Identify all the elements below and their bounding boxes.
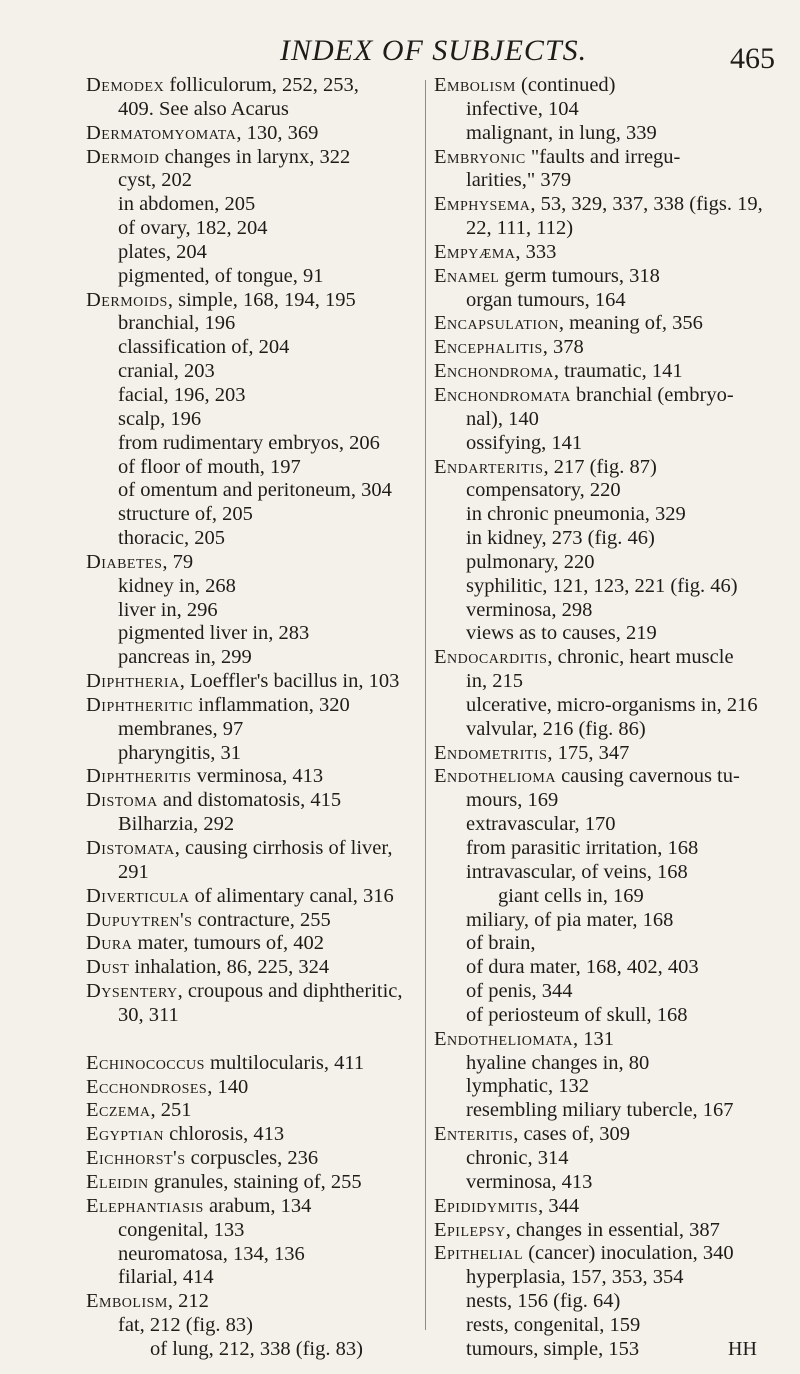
index-entry: Eichhorst's corpuscles, 236	[86, 1147, 319, 1170]
index-entry: miliary, of pia mater, 168	[466, 908, 674, 931]
index-entry: of ovary, 182, 204	[118, 217, 268, 240]
index-entry: Dust inhalation, 86, 225, 324	[86, 956, 330, 979]
index-entry: of dura mater, 168, 402, 403	[466, 956, 699, 979]
index-entry: Emphysema, 53, 329, 337, 338 (figs. 19,	[434, 193, 763, 216]
index-entry: liver in, 296	[118, 598, 218, 621]
index-entry: structure of, 205	[118, 503, 253, 526]
index-column-left	[86, 74, 418, 1362]
index-entry: ossifying, 141	[466, 431, 583, 454]
index-entry: branchial, 196	[118, 312, 236, 335]
index-entry: intravascular, of veins, 168	[466, 860, 688, 883]
index-entry: giant cells in, 169	[498, 884, 644, 907]
index-entry: tumours, simple, 153	[466, 1337, 640, 1360]
index-entry: Embryonic "faults and irregu-	[434, 145, 681, 168]
index-entry: Dura mater, tumours of, 402	[86, 932, 324, 955]
index-entry: of periosteum of skull, 168	[466, 1003, 688, 1026]
index-entry: of floor of mouth, 197	[118, 455, 301, 478]
running-title: INDEX OF SUBJECTS.	[280, 34, 588, 67]
index-entry: Enteritis, cases of, 309	[434, 1123, 630, 1146]
index-entry: Egyptian chlorosis, 413	[86, 1123, 285, 1146]
index-entry: nests, 156 (fig. 64)	[466, 1290, 621, 1313]
index-entry: 22, 111, 112)	[466, 217, 574, 240]
index-entry: Embolism, 212	[86, 1290, 209, 1313]
index-entry: Distoma and distomatosis, 415	[86, 789, 342, 812]
index-entry: cranial, 203	[118, 360, 215, 383]
index-entry: Endarteritis, 217 (fig. 87)	[434, 455, 657, 478]
index-entry: pigmented liver in, 283	[118, 622, 310, 645]
index-entry: Dermoids, simple, 168, 194, 195	[86, 288, 356, 311]
index-entry: Eleidin granules, staining of, 255	[86, 1170, 362, 1193]
index-entry: in kidney, 273 (fig. 46)	[466, 527, 655, 550]
index-entry: kidney in, 268	[118, 574, 236, 597]
index-entry: in chronic pneumonia, 329	[466, 503, 686, 526]
index-entry: Echinococcus multilocularis, 411	[86, 1051, 365, 1074]
index-entry: in, 215	[466, 670, 523, 693]
index-entry: resembling miliary tubercle, 167	[466, 1099, 734, 1122]
index-entry: facial, 196, 203	[118, 383, 246, 406]
page-header	[0, 14, 800, 74]
index-entry: 409. See also Acarus	[118, 97, 289, 120]
index-entry: Elephantiasis arabum, 134	[86, 1194, 312, 1217]
index-entry: Embolism (continued)	[434, 74, 616, 96]
page-number: 465	[730, 42, 775, 75]
index-entry: hyperplasia, 157, 353, 354	[466, 1266, 684, 1289]
index-entry: cyst, 202	[118, 169, 193, 192]
index-entry: from parasitic irritation, 168	[466, 837, 699, 859]
index-column-right	[434, 74, 774, 1362]
index-entry: membranes, 97	[118, 717, 244, 740]
index-entry: views as to causes, 219	[466, 622, 657, 645]
index-entry: pulmonary, 220	[466, 550, 595, 573]
index-entry: larities," 379	[466, 169, 572, 192]
index-entry: Dermatomyomata, 130, 369	[86, 121, 319, 144]
index-entry: 30, 311	[118, 1003, 179, 1026]
index-entry: of omentum and peritoneum, 304	[118, 479, 392, 502]
index-entry: infective, 104	[466, 97, 579, 120]
index-entry: fat, 212 (fig. 83)	[118, 1314, 253, 1337]
index-entry: Epithelial (cancer) inoculation, 340	[434, 1242, 734, 1265]
index-entry: Endometritis, 175, 347	[434, 741, 630, 764]
index-entry: Enchondroma, traumatic, 141	[434, 360, 683, 383]
index-entry: classification of, 204	[118, 336, 290, 359]
index-entry: Dysentery, croupous and diphtheritic,	[86, 980, 403, 1003]
index-entry: verminosa, 298	[466, 598, 593, 621]
signature-mark: HH	[728, 1338, 757, 1360]
index-entry: ulcerative, micro-organisms in, 216	[466, 693, 758, 716]
index-entry: of lung, 212, 338 (fig. 83)	[150, 1337, 363, 1360]
index-entry: Eczema, 251	[86, 1099, 192, 1122]
index-entry: Distomata, causing cirrhosis of liver,	[86, 837, 393, 859]
index-entry: Encapsulation, meaning of, 356	[434, 312, 703, 335]
index-entry: congenital, 133	[118, 1218, 245, 1241]
index-entry: Bilharzia, 292	[118, 813, 235, 836]
index-entry: Empyæma, 333	[434, 240, 557, 263]
index-entry: chronic, 314	[466, 1146, 569, 1169]
index-entry: Diabetes, 79	[86, 550, 194, 573]
index-entry: pancreas in, 299	[118, 646, 252, 669]
index-entry: Endocarditis, chronic, heart muscle	[434, 646, 734, 669]
index-entry: Enamel germ tumours, 318	[434, 264, 660, 287]
index-entry: 291	[118, 860, 149, 883]
index-entry: nal), 140	[466, 407, 539, 430]
index-entry: compensatory, 220	[466, 479, 621, 502]
index-entry: organ tumours, 164	[466, 288, 626, 311]
index-entry: pigmented, of tongue, 91	[118, 264, 324, 287]
index-entry: extravascular, 170	[466, 813, 616, 836]
index-entry: filarial, 414	[118, 1266, 214, 1289]
index-entry: scalp, 196	[118, 407, 202, 430]
index-entry: lymphatic, 132	[466, 1075, 589, 1098]
index-entry: Epilepsy, changes in essential, 387	[434, 1218, 720, 1241]
index-entry: syphilitic, 121, 123, 221 (fig. 46)	[466, 574, 738, 597]
index-entry: of brain,	[466, 932, 536, 955]
index-entry: hyaline changes in, 80	[466, 1051, 650, 1074]
index-entry: rests, congenital, 159	[466, 1313, 641, 1336]
index-entry: Encephalitis, 378	[434, 336, 584, 359]
index-entry: Endotheliomata, 131	[434, 1027, 614, 1050]
index-entry: Diphtheria, Loeffler's bacillus in, 103	[86, 670, 400, 693]
index-entry: Diverticula of alimentary canal, 316	[86, 884, 394, 907]
index-entry: Ecchondroses, 140	[86, 1075, 249, 1098]
index-entry: of penis, 344	[466, 980, 573, 1003]
column-divider	[425, 80, 426, 1330]
index-entry: neuromatosa, 134, 136	[118, 1242, 305, 1265]
index-entry: Enchondromata branchial (embryo-	[434, 383, 734, 406]
index-entry: thoracic, 205	[118, 527, 226, 550]
index-entry: valvular, 216 (fig. 86)	[466, 717, 646, 740]
index-entry: Diphtheritis verminosa, 413	[86, 765, 324, 788]
index-entry: Demodex folliculorum, 252, 253,	[86, 74, 359, 96]
index-entry: in abdomen, 205	[118, 193, 256, 216]
index-entry: Dupuytren's contracture, 255	[86, 908, 331, 931]
index-entry: pharyngitis, 31	[118, 741, 241, 764]
index-entry: malignant, in lung, 339	[466, 121, 657, 144]
index-entry: Endothelioma causing cavernous tu-	[434, 765, 740, 788]
index-entry: Epididymitis, 344	[434, 1194, 580, 1217]
index-entry: plates, 204	[118, 240, 207, 263]
index-entry: Dermoid changes in larynx, 322	[86, 145, 351, 168]
index-entry: from rudimentary embryos, 206	[118, 431, 380, 454]
index-entry: verminosa, 413	[466, 1170, 593, 1193]
index-entry: Diphtheritic inflammation, 320	[86, 693, 350, 716]
index-entry: mours, 169	[466, 789, 559, 812]
